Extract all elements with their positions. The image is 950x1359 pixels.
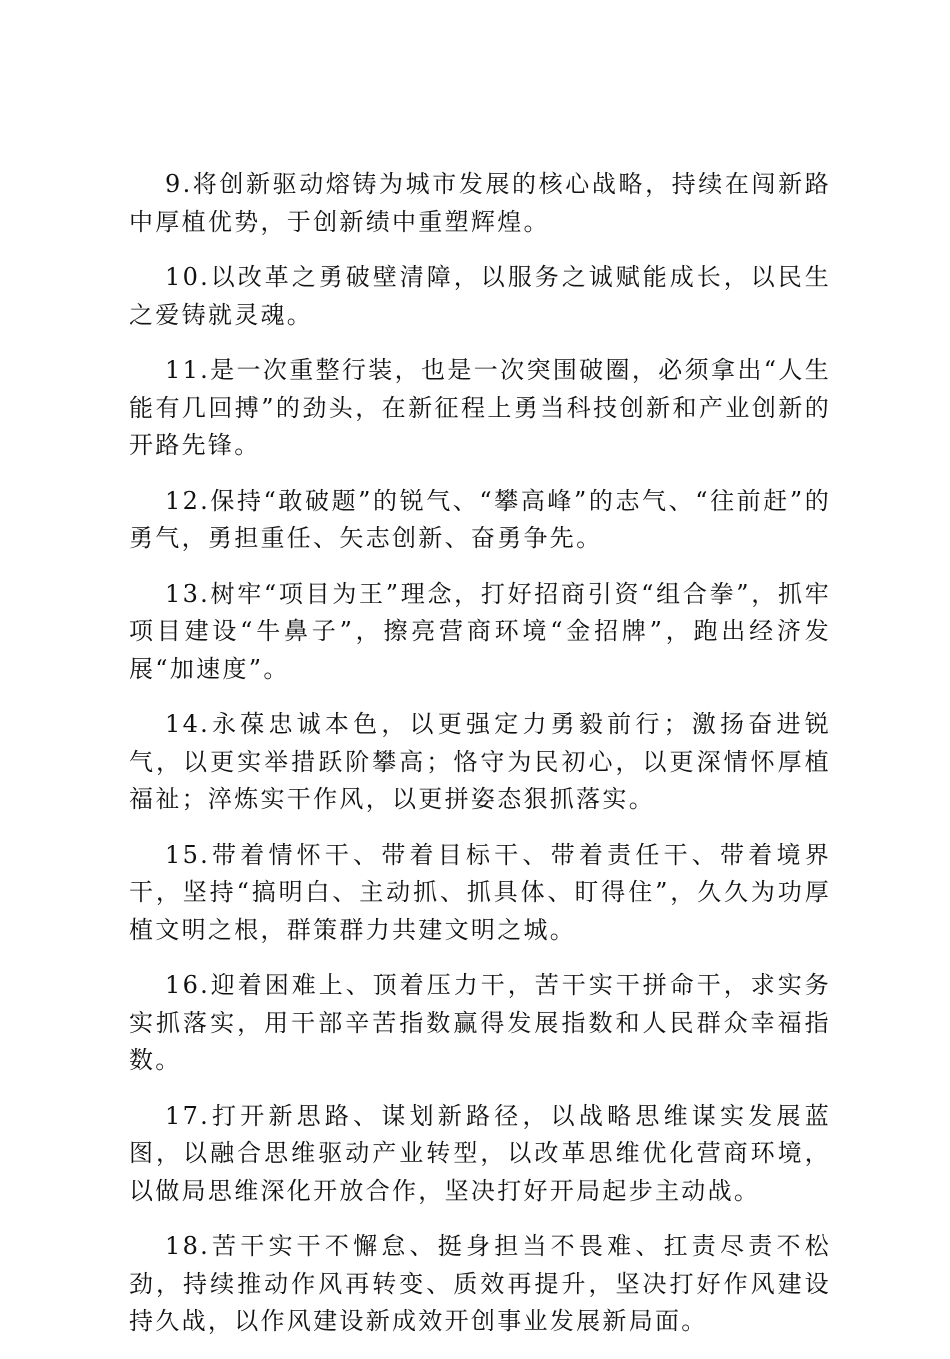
paragraph-16: 16.迎着困难上、顶着压力干，苦干实干拼命干，求实务实抓落实，用干部辛苦指数赢得发展指数和人民群众幸福指数。 xyxy=(129,971,831,1074)
paragraph-14: 14.永葆忠诚本色，以更强定力勇毅前行；激扬奋进锐气，以更实举措跃阶攀高；恪守为民初心，以更深情怀厚植福祉；淬炼实干作风，以更拼姿态狠抓落实。 xyxy=(129,710,831,813)
paragraph-13: 13.树牢“项目为王”理念，打好招商引资“组合拳”，抓牢项目建设“牛鼻子”，擦亮营商环境“金招牌”，跑出经济发展“加速度”。 xyxy=(129,579,831,683)
paragraph-12: 12.保持“敢破题”的锐气、“攀高峰”的志气、“往前赶”的勇气，勇担重任、矢志创新、奋勇争先。 xyxy=(129,486,831,552)
paragraph-10: 10.以改革之勇破壁清障，以服务之诚赋能成长，以民生之爱铸就灵魂。 xyxy=(129,263,831,329)
paragraph-18: 18.苦干实干不懈怠、挺身担当不畏难、扛责尽责不松劲，持续推动作风再转变、质效再提升，坚决打好作风建设持久战，以作风建设新成效开创事业发展新局面。 xyxy=(129,1232,831,1335)
paragraph-11: 11.是一次重整行装，也是一次突围破圈，必须拿出“人生能有几回搏”的劲头，在新征程上勇当科技创新和产业创新的开路先锋。 xyxy=(129,356,831,459)
paragraph-15: 15.带着情怀干、带着目标干、带着责任干、带着境界干，坚持“搞明白、主动抓、抓具体、盯得住”，久久为功厚植文明之根，群策群力共建文明之城。 xyxy=(129,840,831,944)
paragraph-17: 17.打开新思路、谋划新路径，以战略思维谋实发展蓝图，以融合思维驱动产业转型，以改革思维优化营商环境，以做局思维深化开放合作，坚决打好开局起步主动战。 xyxy=(129,1101,831,1205)
document-page xyxy=(129,166,831,1359)
paragraph-9: 9.将创新驱动熔铸为城市发展的核心战略，持续在闯新路中厚植优势，于创新绩中重塑辉煌。 xyxy=(129,170,831,236)
